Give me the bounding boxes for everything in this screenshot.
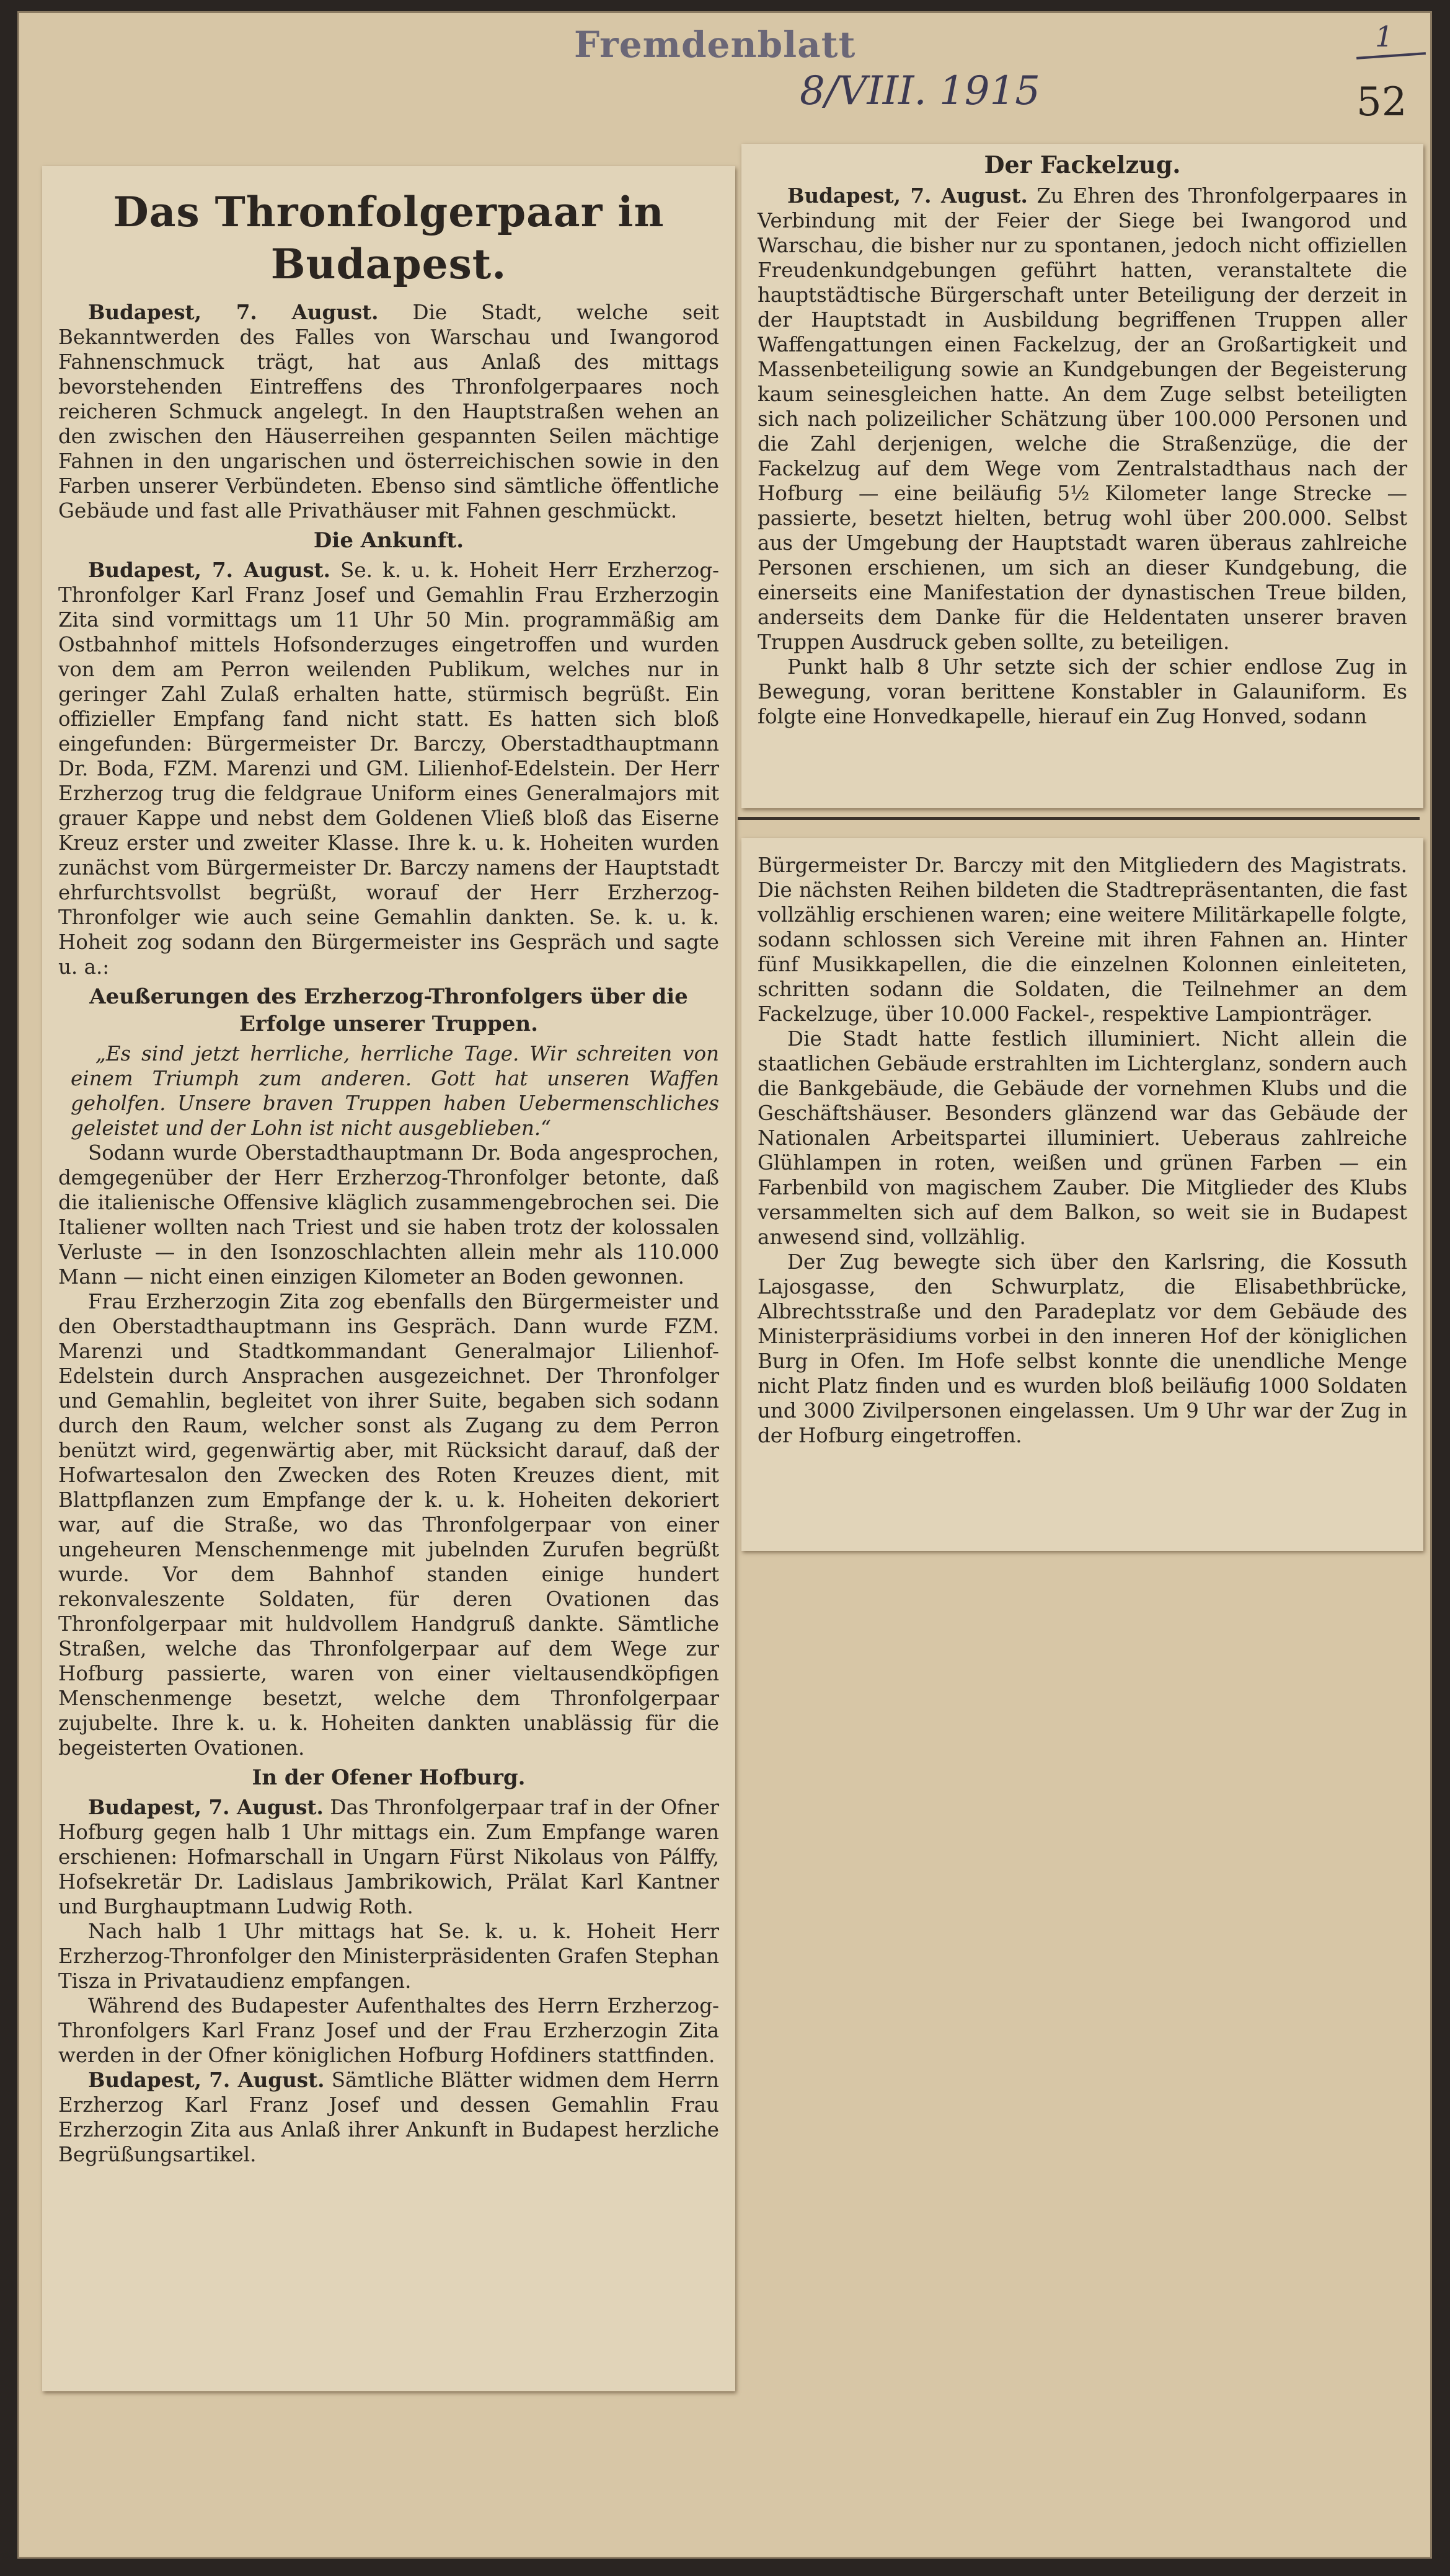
remarks-paragraph-1: Sodann wurde Oberstadthauptmann Dr. Boda angesprochen, demgegenüber der Herr Erzherzog-Thronfolger betonte, daß die italienische Offensive kläglich zusammengebrochen sei. Die Italiener wollten nach Triest und sie haben trotz der kolossalen Verluste — in den Isonzoschlachten allein mehr als 110.000 Mann — nicht einen einzigen Kilometer an Boden gewonnen.	[58, 1141, 719, 1289]
dateline: Budapest, 7. August.	[88, 558, 330, 582]
section-heading-arrival: Die Ankunft.	[313, 528, 464, 553]
hofburg-paragraph-1	[58, 1795, 719, 1919]
fackelzug-paragraph-1	[758, 183, 1407, 655]
intro-paragraph	[58, 300, 719, 523]
handwritten-fraction-numerator: 1	[1375, 20, 1394, 53]
paragraph-text: Zu Ehren des Thronfolgerpaares in Verbindung mit der Feier der Siege bei Iwangorod und Warschau, die bisher nur zu spontanen, jedoch nicht offiziellen Freudenkundgebungen geführt hatten, veranstaltete die hauptstädtische Bürgerschaft unter Beteiligung der derzeit in der Hauptstadt in Ausbildung begriffenen Truppen aller Waffengattungen einen Fackelzug, der an Großartigkeit und Massenbeteiligung sowie an Kundgebungen der Begeisterung kaum seinesgleichen hatte. An dem Zuge selbst beteiligten sich nach polizeilicher Schätzung über 100.000 Personen und die Zahl derjenigen, welche die Straßenzüge, die der Fackelzug auf dem Wege vom Zentralstadthaus nach der Hofburg — eine beiläufig 5½ Kilometer lange Strecke — passierte, besetzt hielten, betrug wohl über 200.000. Selbst aus der Umgebung der Hauptstadt waren überaus zahlreiche Personen erschienen, um sich an dieser Kundgebung, die einerseits eine Manifestation der dynastischen Treue bilden, anderseits dem Danke für die Heldentaten unserer braven Truppen Ausdruck geben sollte, zu beteiligen.	[758, 184, 1407, 654]
section-heading-remarks: Aeußerungen des Erzherzog-Thronfolgers über die Erfolge unserer Truppen.	[89, 984, 688, 1036]
column-divider-rule	[738, 817, 1420, 820]
clipping-fackelzug-part-1	[741, 144, 1423, 808]
paragraph-text: Das Thronfolgerpaar traf in der Ofner Hofburg gegen halb 1 Uhr mittags ein. Zum Empfange waren erschienen: Hofmarschall in Ungarn Fürst Nikolaus von Pálffy, Hofsekretär Dr. Ladislaus Jambrikowich, Prälat Karl Kantner und Burghauptmann Ludwig Roth.	[58, 1796, 719, 1918]
page-number: 52	[1356, 79, 1407, 125]
handwritten-date: 8/VIII. 1915	[800, 68, 1040, 114]
newspaper-stamp: Fremdenblatt	[574, 24, 856, 66]
fackelzug-paragraph-2: Punkt halb 8 Uhr setzte sich der schier endlose Zug in Bewegung, voran berittene Konstabler in Galauniform. Es folgte eine Honvedkapelle, hierauf ein Zug Honved, sodann	[758, 655, 1407, 728]
hofburg-paragraph-3: Während des Budapester Aufenthaltes des Herrn Erzherzog-Thronfolgers Karl Franz Josef und der Frau Erzherzogin Zita werden in der Ofner königlichen Hofburg Hofdiners stattfinden.	[58, 1994, 719, 2067]
paragraph-text: Die Stadt, welche seit Bekanntwerden des Falles von Warschau und Iwangorod Fahnenschmuck trägt, hat aus Anlaß des mittags bevorstehenden Eintreffens des Thronfolgerpaares noch reicheren Schmuck angelegt. In den Hauptstraßen wehen an den zwischen den Häuserreihen gespannten Seilen mächtige Fahnen in den ungarischen und österreichischen sowie in den Farben unserer Verbündeten. Ebenso sind sämtliche öffentliche Gebäude und fast alle Privathäuser mit Fahnen geschmückt.	[58, 301, 719, 523]
clipping-fackelzug-part-2	[741, 838, 1423, 1551]
dateline: Budapest, 7. August.	[88, 1795, 324, 1819]
article-headline: Das Thronfolgerpaar in Budapest.	[113, 188, 665, 288]
dateline: Budapest, 7. August.	[787, 183, 1028, 208]
closing-paragraph	[58, 2068, 719, 2167]
clipping-thronfolgerpaar	[42, 166, 735, 2391]
arrival-paragraph	[58, 558, 719, 979]
fackelzug-paragraph-5: Der Zug bewegte sich über den Karlsring, die Kossuth Lajosgasse, den Schwurplatz, die Elisabethbrücke, Albrechtsstraße und den Paradeplatz vor dem Gebäude des Ministerpräsidiums vorbei in den inneren Hof der königlichen Burg in Ofen. Im Hofe selbst konnte die unendliche Menge nicht Platz finden und es wurden bloß beiläufig 1000 Soldaten und 3000 Zivilpersonen eingelassen. Um 9 Uhr war der Zug in der Hofburg eingetroffen.	[758, 1250, 1407, 1447]
hofburg-paragraph-2: Nach halb 1 Uhr mittags hat Se. k. u. k. Hoheit Herr Erzherzog-Thronfolger den Ministerpräsidenten Grafen Stephan Tisza in Privataudienz empfangen.	[58, 1920, 719, 1993]
remarks-paragraph-2: Frau Erzherzogin Zita zog ebenfalls den Bürgermeister und den Oberstadthauptmann ins Gespräch. Dann wurde FZM. Marenzi und Stadtkommandant Generalmajor Lilienhof-Edelstein durch Ansprachen ausgezeichnet. Der Thronfolger und Gemahlin, begleitet von ihrer Suite, begaben sich sodann durch den Raum, welcher sonst als Zugang zu dem Perron benützt wird, gegenwärtig aber, mit Rücksicht darauf, daß der Hofwartesalon den Zwecken des Roten Kreuzes dient, mit Blattpflanzen zum Empfange der k. u. k. Hoheiten dekoriert war, auf die Straße, wo das Thronfolgerpaar von einer ungeheuren Menschenmenge mit jubelnden Zurufen begrüßt wurde. Vor dem Bahnhof standen einige hundert rekonvaleszente Soldaten, für deren Ovationen das Thronfolgerpaar mit huldvollem Handgruß dankte. Sämtliche Straßen, welche das Thronfolgerpaar auf dem Wege zur Hofburg passierte, waren von einer vieltausendköpfigen Menschenmenge besetzt, welche dem Thronfolgerpaar zujubelte. Ihre k. u. k. Hoheiten dankten unablässig für die begeisterten Ovationen.	[58, 1290, 719, 1760]
paragraph-text: Se. k. u. k. Hoheit Herr Erzherzog-Thronfolger Karl Franz Josef und Gemahlin Frau Erzherzogin Zita sind vormittags um 11 Uhr 50 Min. programmäßig am Ostbahnhof mittels Hofsonderzuges eingetroffen und wurden von dem am Perron weilenden Publikum, welches nur in geringer Zahl Zulaß erhalten hatte, stürmisch begrüßt. Ein offizieller Empfang fand nicht statt. Es hatten sich bloß eingefunden: Bürgermeister Dr. Barczy, Oberstadthauptmann Dr. Boda, FZM. Marenzi und GM. Lilienhof-Edelstein. Der Herr Erzherzog trug die feldgraue Uniform eines Generalmajors mit grauer Kappe und nebst dem Goldenen Vließ bloß das Eiserne Kreuz erster und zweiter Klasse. Ihre k. u. k. Hoheiten wurden zunächst vom Bürgermeister Dr. Barczy namens der Hauptstadt ehrfurchtsvollst begrüßt, worauf der Herr Erzherzog-Thronfolger wie auch seine Gemahlin dankten. Se. k. u. k. Hoheit zog sodann den Bürgermeister ins Gespräch und sagte u. a.:	[58, 558, 719, 979]
paragraph-text: Sämtliche Blätter widmen dem Herrn Erzherzog Karl Franz Josef und dessen Gemahlin Frau Erzherzogin Zita aus Anlaß ihrer Ankunft in Budapest herzliche Begrüßungsartikel.	[58, 2068, 719, 2166]
fackelzug-paragraph-4: Die Stadt hatte festlich illuminiert. Nicht allein die staatlichen Gebäude erstrahlten im Lichterglanz, sondern auch die Bankgebäude, die Gebäude der vornehmen Klubs und die Geschäftshäuser. Besonders glänzend war das Gebäude der Nationalen Arbeitspartei illuminiert. Ueberaus zahlreiche Glühlampen in roten, weißen und grünen Farben — ein Farbenbild von magischem Zauber. Die Mitglieder des Klubs versammelten sich auf dem Balkon, so weit sie in Budapest anwesend sind, vollzählig.	[758, 1027, 1407, 1249]
quote-paragraph: „Es sind jetzt herrliche, herrliche Tage. Wir schreiten von einem Triumph zum anderen. Gott hat unseren Waffen geholfen. Unsere braven Truppen haben Uebermenschliches geleistet und der Lohn ist nicht ausgeblieben.“	[71, 1042, 719, 1140]
dateline: Budapest, 7. August.	[88, 2068, 325, 2092]
fackelzug-paragraph-3: Bürgermeister Dr. Barczy mit den Mitgliedern des Magistrats. Die nächsten Reihen bildeten die Stadtrepräsentanten, die fast vollzählig erschienen waren; eine weitere Militärkapelle folgte, sodann schlossen sich Vereine mit ihren Fahnen an. Hinter fünf Musikkapellen, die die einzelnen Kolonnen einleiteten, schritten sodann die Soldaten, die Teilnehmer an dem Fackelzuge, über 10.000 Fackel-, respektive Lampionträger.	[758, 854, 1407, 1026]
section-heading-hofburg: In der Ofener Hofburg.	[252, 1765, 526, 1790]
dateline: Budapest, 7. August.	[88, 300, 379, 324]
article-headline: Der Fackelzug.	[984, 151, 1181, 179]
